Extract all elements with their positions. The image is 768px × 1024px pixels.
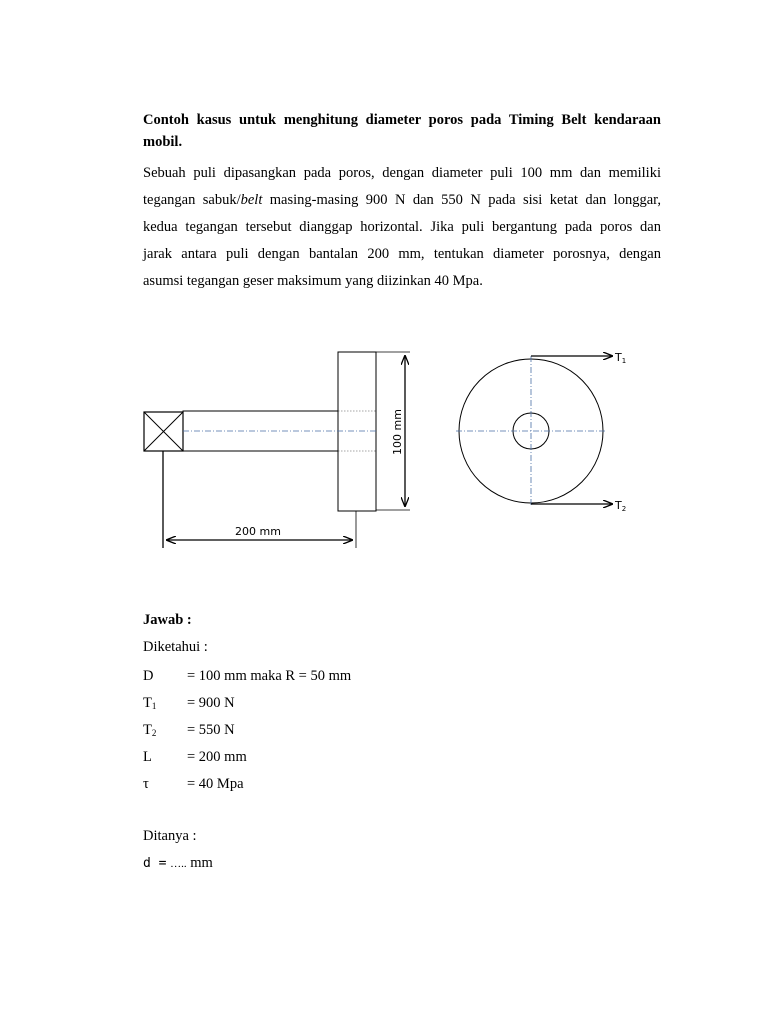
statement-line-2-rest: masing-masing 900 N dan 550 N pada sisi ketat dan longgar, — [269, 192, 662, 208]
problem-statement — [143, 160, 661, 295]
dimension-200mm-label: 200 mm — [235, 525, 281, 538]
statement-line-2 — [143, 187, 661, 214]
pulley-side-view — [338, 352, 376, 511]
statement-line-2-prefix: tegangan sabuk/ — [143, 192, 241, 208]
asked-variable: d = — [143, 856, 167, 871]
known-label: Diketahui : — [143, 639, 208, 655]
asked-label: Ditanya : — [143, 828, 197, 844]
shaft-pulley-diagram — [0, 335, 768, 565]
document-page: Contoh kasus untuk menghitung diameter poros pada Timing Belt kendaraan mobil. Sebuah puli dipasangkan pada poros, dengan diameter puli 100 mm dan memiliki tegangan sabuk/belt masing-masing 900 N dan 550 N pada sisi ketat dan longgar, kedua tegangan tersebut dianggap horizontal. Jika puli bergantung pada poros dan jarak antara puli dengan bantalan 200 mm, tentukan diameter porosnya, dengan asumsi tegangan geser maksimum yang diizinkan 40 Mpa. 100 mm 200 mm T1 T2 Jawab : Diketahui : D = 100 mm maka R = 50 mm $T_1$ = 900 N $T_2$ = 550 N L = 200 mm τ = 40 Mpa Ditanya : d = ….. mm — [0, 0, 768, 1024]
problem-title: Contoh kasus untuk menghitung diameter poros pada Timing Belt kendaraan mobil. — [143, 112, 661, 150]
statement-line-5: asumsi tegangan geser maksimum yang diizinkan 40 Mpa. — [143, 273, 483, 289]
tension-t2-label: T2 — [615, 499, 627, 513]
asked-unit: mm — [190, 855, 213, 871]
pulley-front-view — [456, 356, 606, 506]
tension-t1-label: T1 — [615, 351, 627, 365]
bearing-symbol — [144, 412, 183, 451]
statement-line-1: Sebuah puli dipasangkan pada poros, dengan diameter puli 100 mm dan memiliki — [143, 165, 661, 181]
statement-line-4: jarak antara puli dengan bantalan 200 mm, tentukan diameter porosnya, dengan — [143, 246, 661, 262]
dimension-100mm-label: 100 mm — [391, 409, 404, 455]
asked-row — [143, 855, 213, 872]
statement-belt-italic: belt — [240, 192, 263, 208]
answer-heading: Jawab : — [143, 612, 192, 628]
asked-dots: ….. — [170, 858, 187, 870]
statement-line-3: kedua tegangan tersebut dianggap horizontal. Jika puli bergantung pada poros dan — [143, 219, 661, 235]
